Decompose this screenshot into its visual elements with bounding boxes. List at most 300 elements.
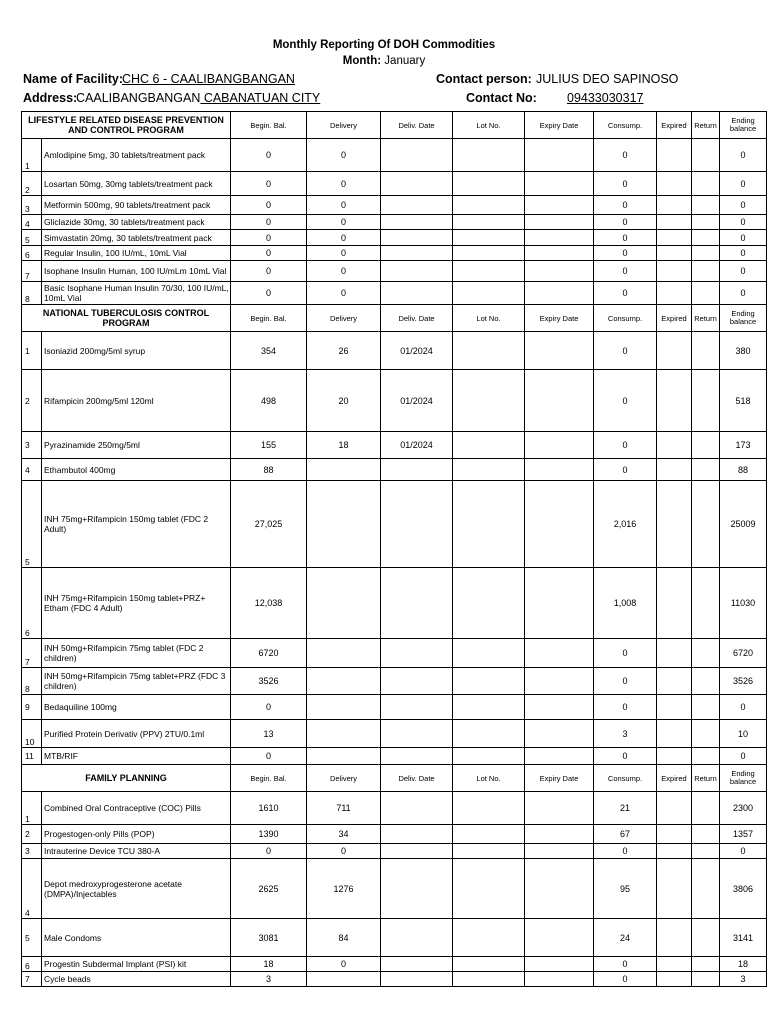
- cell-ret: [692, 568, 720, 639]
- cell-ending: 2300: [720, 792, 767, 825]
- cell-consump: 0: [594, 695, 657, 720]
- cell-expiry: [525, 695, 594, 720]
- cell-delivery: 0: [307, 230, 381, 246]
- row-number: 1: [22, 792, 42, 825]
- cell-ending: 0: [720, 196, 767, 215]
- column-header-delivery: Delivery: [307, 765, 381, 792]
- cell-ending: 0: [720, 282, 767, 305]
- row-number: 5: [22, 481, 42, 568]
- cell-expired: [657, 432, 692, 459]
- cell-delivery: 18: [307, 432, 381, 459]
- cell-consump: 0: [594, 282, 657, 305]
- table-row: [22, 481, 767, 568]
- contact-no-label: Contact No:: [466, 91, 537, 105]
- commodity-name: Pyrazinamide 250mg/5ml: [42, 432, 231, 459]
- cell-consump: 0: [594, 957, 657, 972]
- table-row: [22, 792, 767, 825]
- cell-consump: 0: [594, 668, 657, 695]
- cell-ending: 0: [720, 246, 767, 261]
- cell-deliv-date: [381, 139, 453, 172]
- cell-begin: 0: [231, 246, 307, 261]
- column-header-deliv-date: Deliv. Date: [381, 765, 453, 792]
- cell-expiry: [525, 720, 594, 748]
- cell-ret: [692, 230, 720, 246]
- cell-deliv-date: [381, 196, 453, 215]
- cell-expired: [657, 261, 692, 282]
- row-number: 1: [22, 139, 42, 172]
- column-header-ending: Ending balance: [720, 112, 767, 139]
- cell-delivery: 0: [307, 139, 381, 172]
- contact-no-value: 09433030317: [567, 91, 644, 105]
- row-number: 4: [22, 859, 42, 919]
- commodity-name: MTB/RIF: [42, 748, 231, 765]
- cell-delivery: 0: [307, 261, 381, 282]
- cell-lot: [453, 748, 525, 765]
- address-value: [76, 91, 320, 105]
- cell-delivery: [307, 668, 381, 695]
- cell-ret: [692, 246, 720, 261]
- row-number: 8: [22, 668, 42, 695]
- cell-expired: [657, 332, 692, 370]
- cell-ret: [692, 370, 720, 432]
- cell-delivery: [307, 568, 381, 639]
- cell-expiry: [525, 639, 594, 668]
- cell-expiry: [525, 172, 594, 196]
- cell-deliv-date: [381, 282, 453, 305]
- column-header-consump: Consump.: [594, 305, 657, 332]
- cell-consump: 0: [594, 844, 657, 859]
- commodity-name: Purified Protein Derivativ (PPV) 2TU/0.1ml: [42, 720, 231, 748]
- report-title: Monthly Reporting Of DOH Commodities: [272, 39, 496, 51]
- column-header-deliv-date: Deliv. Date: [381, 305, 453, 332]
- cell-ending: 0: [720, 695, 767, 720]
- cell-expiry: [525, 332, 594, 370]
- cell-begin: 0: [231, 215, 307, 230]
- cell-ending: 11030: [720, 568, 767, 639]
- cell-expired: [657, 695, 692, 720]
- table-row: [22, 332, 767, 370]
- cell-delivery: 34: [307, 825, 381, 844]
- commodity-name: Bedaquiline 100mg: [42, 695, 231, 720]
- cell-ret: [692, 172, 720, 196]
- table-row: [22, 432, 767, 459]
- cell-expired: [657, 568, 692, 639]
- cell-delivery: 1276: [307, 859, 381, 919]
- table-row: [22, 825, 767, 844]
- cell-ending: 10: [720, 720, 767, 748]
- table-row: [22, 668, 767, 695]
- cell-lot: [453, 332, 525, 370]
- section-title: NATIONAL TUBERCULOSIS CONTROL PROGRAM: [22, 305, 231, 332]
- cell-consump: 24: [594, 919, 657, 957]
- cell-delivery: [307, 481, 381, 568]
- table-row: [22, 139, 767, 172]
- cell-consump: 1,008: [594, 568, 657, 639]
- cell-expiry: [525, 246, 594, 261]
- column-header-expired: Expired: [657, 305, 692, 332]
- row-number: 2: [22, 825, 42, 844]
- cell-begin: 155: [231, 432, 307, 459]
- cell-ret: [692, 432, 720, 459]
- table-row: [22, 261, 767, 282]
- table-row: [22, 246, 767, 261]
- cell-lot: [453, 261, 525, 282]
- row-number: 2: [22, 172, 42, 196]
- commodity-name: Ethambutol 400mg: [42, 459, 231, 481]
- cell-delivery: 84: [307, 919, 381, 957]
- cell-ret: [692, 748, 720, 765]
- column-header-delivery: Delivery: [307, 305, 381, 332]
- column-header-return: Return: [692, 112, 720, 139]
- column-header-expiry: Expiry Date: [525, 765, 594, 792]
- cell-deliv-date: [381, 792, 453, 825]
- cell-delivery: [307, 748, 381, 765]
- cell-expiry: [525, 792, 594, 825]
- cell-lot: [453, 459, 525, 481]
- cell-expired: [657, 172, 692, 196]
- cell-deliv-date: 01/2024: [381, 332, 453, 370]
- commodity-name: Isoniazid 200mg/5ml syrup: [42, 332, 231, 370]
- table-row: [22, 695, 767, 720]
- cell-deliv-date: [381, 825, 453, 844]
- cell-expired: [657, 370, 692, 432]
- table-row: [22, 282, 767, 305]
- table-row: [22, 919, 767, 957]
- cell-expired: [657, 957, 692, 972]
- cell-ending: 3141: [720, 919, 767, 957]
- cell-begin: 1390: [231, 825, 307, 844]
- row-number: 2: [22, 370, 42, 432]
- cell-expired: [657, 859, 692, 919]
- address-label: Address:: [23, 91, 78, 105]
- cell-ret: [692, 332, 720, 370]
- section-header-row: [22, 305, 767, 332]
- cell-ending: 0: [720, 844, 767, 859]
- cell-begin: 498: [231, 370, 307, 432]
- cell-deliv-date: [381, 215, 453, 230]
- cell-ending: 0: [720, 261, 767, 282]
- cell-expired: [657, 748, 692, 765]
- cell-begin: 3: [231, 972, 307, 987]
- row-number: 10: [22, 720, 42, 748]
- cell-consump: 3: [594, 720, 657, 748]
- cell-expiry: [525, 568, 594, 639]
- cell-begin: 354: [231, 332, 307, 370]
- commodity-name: INH 75mg+Rifampicin 150mg tablet+PRZ+ Etham (FDC 4 Adult): [42, 568, 231, 639]
- section-header-row: [22, 765, 767, 792]
- cell-expired: [657, 282, 692, 305]
- cell-ending: 0: [720, 215, 767, 230]
- cell-lot: [453, 139, 525, 172]
- row-number: 11: [22, 748, 42, 765]
- cell-deliv-date: [381, 568, 453, 639]
- cell-expiry: [525, 196, 594, 215]
- column-header-delivery: Delivery: [307, 112, 381, 139]
- facility-label: Name of Facility:: [23, 72, 124, 86]
- cell-begin: 0: [231, 844, 307, 859]
- column-header-ending: Ending balance: [720, 765, 767, 792]
- cell-delivery: 0: [307, 172, 381, 196]
- commodity-name: Male Condoms: [42, 919, 231, 957]
- cell-lot: [453, 246, 525, 261]
- cell-deliv-date: [381, 668, 453, 695]
- cell-delivery: [307, 639, 381, 668]
- cell-expiry: [525, 668, 594, 695]
- cell-lot: [453, 792, 525, 825]
- table-row: [22, 859, 767, 919]
- cell-expired: [657, 139, 692, 172]
- cell-expired: [657, 481, 692, 568]
- row-number: 3: [22, 844, 42, 859]
- column-header-return: Return: [692, 765, 720, 792]
- commodity-name: Cycle beads: [42, 972, 231, 987]
- cell-expired: [657, 196, 692, 215]
- cell-lot: [453, 196, 525, 215]
- cell-consump: 0: [594, 639, 657, 668]
- cell-expiry: [525, 139, 594, 172]
- cell-begin: 27,025: [231, 481, 307, 568]
- cell-ret: [692, 282, 720, 305]
- cell-ending: 173: [720, 432, 767, 459]
- section-header-row: [22, 112, 767, 139]
- cell-deliv-date: [381, 695, 453, 720]
- cell-expiry: [525, 432, 594, 459]
- table-row: [22, 172, 767, 196]
- cell-lot: [453, 568, 525, 639]
- cell-ret: [692, 139, 720, 172]
- cell-delivery: 0: [307, 246, 381, 261]
- cell-begin: 0: [231, 172, 307, 196]
- cell-expired: [657, 844, 692, 859]
- address-barangay: CAALIBANGBANGAN: [76, 91, 201, 105]
- cell-deliv-date: [381, 261, 453, 282]
- table-row: [22, 568, 767, 639]
- column-header-consump: Consump.: [594, 112, 657, 139]
- cell-ret: [692, 825, 720, 844]
- cell-expiry: [525, 748, 594, 765]
- cell-begin: 0: [231, 230, 307, 246]
- cell-ending: 0: [720, 230, 767, 246]
- cell-delivery: [307, 459, 381, 481]
- cell-delivery: 0: [307, 215, 381, 230]
- cell-delivery: 0: [307, 196, 381, 215]
- cell-expiry: [525, 215, 594, 230]
- month-value: January: [384, 55, 426, 67]
- cell-consump: 0: [594, 172, 657, 196]
- cell-ret: [692, 720, 720, 748]
- cell-consump: 95: [594, 859, 657, 919]
- cell-begin: 2625: [231, 859, 307, 919]
- address-city: CABANATUAN CITY: [200, 91, 321, 105]
- cell-ending: 18: [720, 957, 767, 972]
- cell-ret: [692, 261, 720, 282]
- section-title: FAMILY PLANNING: [22, 765, 231, 792]
- cell-consump: 0: [594, 215, 657, 230]
- cell-expiry: [525, 282, 594, 305]
- cell-ret: [692, 668, 720, 695]
- cell-consump: 67: [594, 825, 657, 844]
- cell-consump: 0: [594, 432, 657, 459]
- cell-consump: 0: [594, 370, 657, 432]
- row-number: 7: [22, 261, 42, 282]
- cell-ret: [692, 859, 720, 919]
- cell-consump: 21: [594, 792, 657, 825]
- cell-consump: 0: [594, 748, 657, 765]
- cell-deliv-date: [381, 957, 453, 972]
- commodities-table: [21, 111, 767, 987]
- column-header-expired: Expired: [657, 765, 692, 792]
- table-row: [22, 370, 767, 432]
- cell-begin: 3526: [231, 668, 307, 695]
- column-header-deliv-date: Deliv. Date: [381, 112, 453, 139]
- row-number: 7: [22, 639, 42, 668]
- facility-value: CHC 6 - CAALIBANGBANGAN: [122, 72, 295, 86]
- table-row: [22, 196, 767, 215]
- row-number: 5: [22, 230, 42, 246]
- cell-expiry: [525, 825, 594, 844]
- row-number: 1: [22, 332, 42, 370]
- month-label: Month:: [342, 55, 382, 67]
- cell-begin: 0: [231, 196, 307, 215]
- report-month: [0, 55, 768, 67]
- commodity-name: Depot medroxyprogesterone acetate (DMPA)/Injectables: [42, 859, 231, 919]
- commodity-name: INH 75mg+Rifampicin 150mg tablet (FDC 2 Adult): [42, 481, 231, 568]
- table-row: [22, 748, 767, 765]
- cell-deliv-date: 01/2024: [381, 432, 453, 459]
- table-row: [22, 720, 767, 748]
- row-number: 4: [22, 459, 42, 481]
- cell-begin: 18: [231, 957, 307, 972]
- commodity-name: Metformin 500mg, 90 tablets/treatment pack: [42, 196, 231, 215]
- cell-begin: 0: [231, 139, 307, 172]
- cell-consump: 0: [594, 332, 657, 370]
- cell-deliv-date: [381, 859, 453, 919]
- cell-deliv-date: [381, 246, 453, 261]
- table-row: [22, 215, 767, 230]
- cell-ending: 1357: [720, 825, 767, 844]
- cell-ending: 380: [720, 332, 767, 370]
- cell-ret: [692, 972, 720, 987]
- cell-expired: [657, 919, 692, 957]
- column-header-lot: Lot No.: [453, 765, 525, 792]
- commodity-name: Losartan 50mg, 30mg tablets/treatment pack: [42, 172, 231, 196]
- cell-lot: [453, 668, 525, 695]
- cell-begin: 6720: [231, 639, 307, 668]
- cell-delivery: [307, 695, 381, 720]
- row-number: 4: [22, 215, 42, 230]
- cell-consump: 0: [594, 459, 657, 481]
- cell-consump: 0: [594, 139, 657, 172]
- cell-expiry: [525, 459, 594, 481]
- cell-lot: [453, 844, 525, 859]
- cell-lot: [453, 919, 525, 957]
- commodity-name: Gliclazide 30mg, 30 tablets/treatment pack: [42, 215, 231, 230]
- table-row: [22, 972, 767, 987]
- cell-expiry: [525, 957, 594, 972]
- row-number: 3: [22, 432, 42, 459]
- cell-expiry: [525, 481, 594, 568]
- cell-ending: 3526: [720, 668, 767, 695]
- cell-expiry: [525, 261, 594, 282]
- cell-ending: 0: [720, 748, 767, 765]
- cell-expiry: [525, 972, 594, 987]
- cell-consump: 0: [594, 261, 657, 282]
- cell-ret: [692, 459, 720, 481]
- cell-ending: 0: [720, 139, 767, 172]
- cell-lot: [453, 695, 525, 720]
- cell-ret: [692, 639, 720, 668]
- column-header-begin: Begin. Bal.: [231, 765, 307, 792]
- cell-consump: 0: [594, 196, 657, 215]
- cell-begin: 0: [231, 261, 307, 282]
- cell-expired: [657, 246, 692, 261]
- column-header-return: Return: [692, 305, 720, 332]
- row-number: 5: [22, 919, 42, 957]
- cell-deliv-date: [381, 481, 453, 568]
- cell-ret: [692, 695, 720, 720]
- cell-expired: [657, 639, 692, 668]
- table-row: [22, 639, 767, 668]
- cell-expired: [657, 792, 692, 825]
- cell-deliv-date: [381, 230, 453, 246]
- cell-lot: [453, 825, 525, 844]
- commodity-name: Basic Isophane Human Insulin 70/30, 100 IU/mL, 10mL Vial: [42, 282, 231, 305]
- column-header-lot: Lot No.: [453, 305, 525, 332]
- row-number: 6: [22, 957, 42, 972]
- cell-delivery: [307, 720, 381, 748]
- cell-expiry: [525, 230, 594, 246]
- cell-delivery: 711: [307, 792, 381, 825]
- column-header-begin: Begin. Bal.: [231, 112, 307, 139]
- cell-lot: [453, 720, 525, 748]
- cell-lot: [453, 481, 525, 568]
- cell-begin: 88: [231, 459, 307, 481]
- cell-expiry: [525, 370, 594, 432]
- commodity-name: Intrauterine Device TCU 380-A: [42, 844, 231, 859]
- cell-begin: 12,038: [231, 568, 307, 639]
- cell-ret: [692, 481, 720, 568]
- cell-lot: [453, 972, 525, 987]
- cell-deliv-date: [381, 844, 453, 859]
- contact-person-label: Contact person:: [436, 72, 532, 86]
- cell-begin: 0: [231, 748, 307, 765]
- column-header-expiry: Expiry Date: [525, 112, 594, 139]
- cell-delivery: 0: [307, 957, 381, 972]
- cell-begin: 1610: [231, 792, 307, 825]
- commodity-name: INH 50mg+Rifampicin 75mg tablet (FDC 2 children): [42, 639, 231, 668]
- commodity-name: Progestogen-only Pills (POP): [42, 825, 231, 844]
- cell-consump: 2,016: [594, 481, 657, 568]
- cell-expired: [657, 230, 692, 246]
- cell-expired: [657, 720, 692, 748]
- cell-begin: 13: [231, 720, 307, 748]
- cell-deliv-date: [381, 972, 453, 987]
- cell-delivery: 26: [307, 332, 381, 370]
- cell-ret: [692, 957, 720, 972]
- cell-consump: 0: [594, 972, 657, 987]
- cell-begin: 3081: [231, 919, 307, 957]
- commodity-name: Regular Insulin, 100 IU/mL, 10mL Vial: [42, 246, 231, 261]
- cell-expiry: [525, 919, 594, 957]
- cell-lot: [453, 639, 525, 668]
- commodity-name: INH 50mg+Rifampicin 75mg tablet+PRZ (FDC 3 children): [42, 668, 231, 695]
- column-header-ending: Ending balance: [720, 305, 767, 332]
- cell-lot: [453, 859, 525, 919]
- cell-expired: [657, 972, 692, 987]
- column-header-begin: Begin. Bal.: [231, 305, 307, 332]
- cell-deliv-date: [381, 639, 453, 668]
- cell-begin: 0: [231, 282, 307, 305]
